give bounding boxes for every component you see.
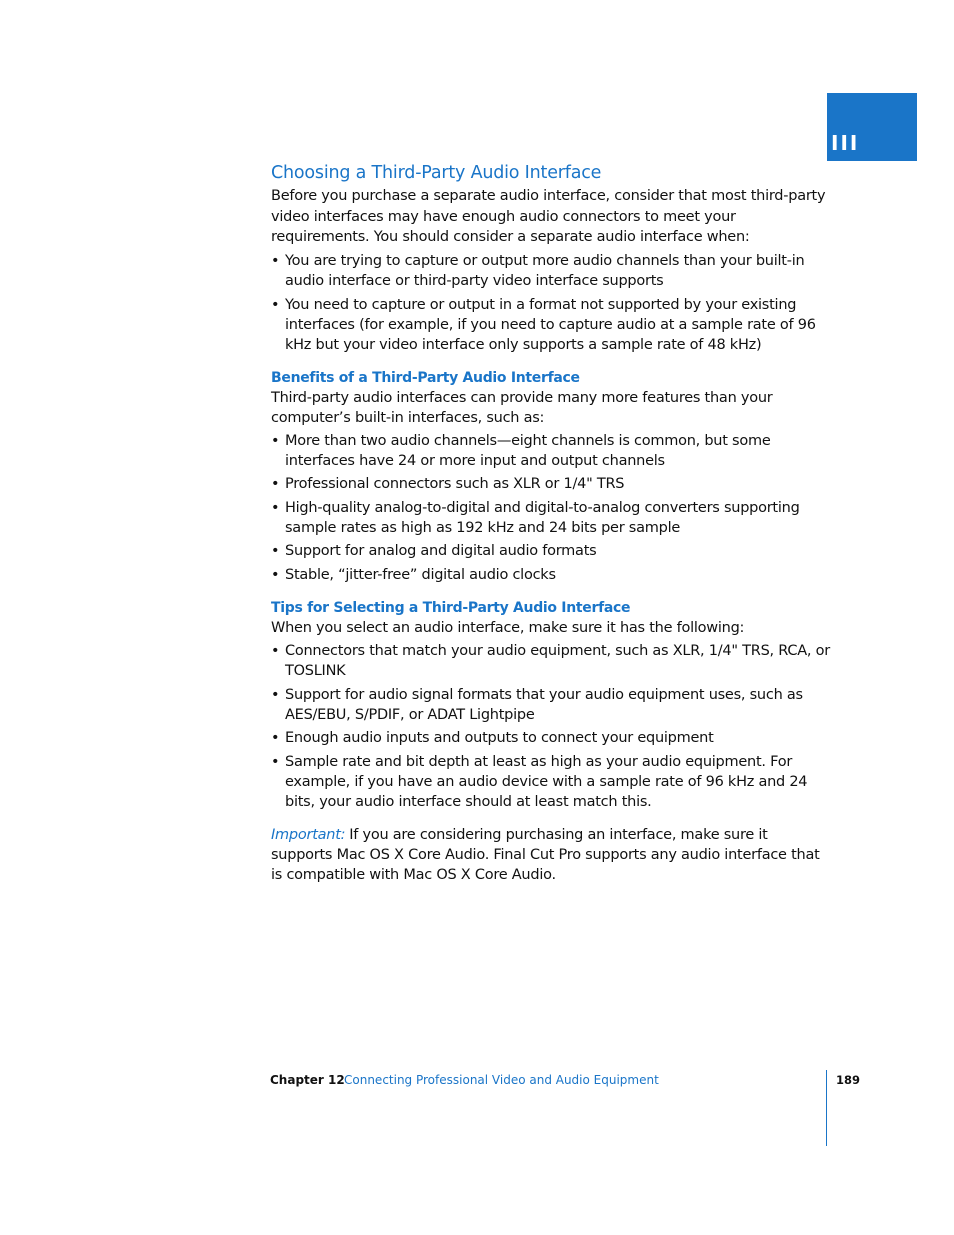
page-number: 189: [836, 1073, 861, 1087]
part-tab-label: III: [831, 131, 860, 155]
list-item: • High-quality analog-to-digital and digital-to-analog converters supporting sample rates as high as 192 kHz and 24 bits per sample: [271, 498, 831, 538]
benefits-bullet-list: [271, 431, 831, 585]
section-intro: Before you purchase a separate audio interface, consider that most third-party video interfaces may have enough audio connectors to meet your requirements. You should consider a separate audio interface when:: [271, 188, 826, 245]
footer-chapter-title: Connecting Professional Video and Audio Equipment: [344, 1073, 659, 1087]
list-item: • Stable, “jitter-free” digital audio clocks: [271, 565, 831, 585]
section-bullet-list: [271, 251, 831, 355]
list-item: • More than two audio channels—eight channels is common, but some interfaces have 24 or more input and output channels: [271, 431, 831, 471]
footer-divider: [826, 1070, 827, 1146]
important-text: If you are considering purchasing an interface, make sure it supports Mac OS X Core Audio. Final Cut Pro supports any audio interface that is compatible with Mac OS X Core Audio.: [271, 826, 820, 883]
list-item: • Professional connectors such as XLR or 1/4" TRS: [271, 474, 831, 494]
benefits-heading: Benefits of a Third-Party Audio Interface: [271, 369, 580, 386]
footer-chapter: Chapter 12: [270, 1073, 345, 1087]
important-note: [271, 825, 831, 885]
list-item: • You are trying to capture or output more audio channels than your built-in audio interface or third-party video interface supports: [271, 251, 831, 291]
part-tab: [827, 93, 917, 161]
list-item: • Support for audio signal formats that your audio equipment uses, such as AES/EBU, S/PDIF, or ADAT Lightpipe: [271, 685, 831, 725]
list-item: • Connectors that match your audio equipment, such as XLR, 1/4" TRS, RCA, or TOSLINK: [271, 641, 831, 681]
tips-bullet-list: [271, 641, 831, 812]
page-content: [271, 160, 831, 885]
tips-heading: Tips for Selecting a Third-Party Audio Interface: [271, 599, 631, 616]
list-item: • You need to capture or output in a format not supported by your existing interfaces (for example, if you need to capture audio at a sample rate of 96 kHz but your video interface only supports a sample rate of 48 kHz): [271, 295, 831, 355]
benefits-intro: Third-party audio interfaces can provide many more features than your computer’s built-in interfaces, such as:: [271, 389, 773, 426]
list-item: • Enough audio inputs and outputs to connect your equipment: [271, 728, 831, 748]
tips-intro: When you select an audio interface, make sure it has the following:: [271, 619, 745, 636]
section-heading: Choosing a Third-Party Audio Interface: [271, 163, 602, 183]
list-item: • Support for analog and digital audio formats: [271, 541, 831, 561]
important-label: Important:: [271, 826, 346, 843]
list-item: • Sample rate and bit depth at least as high as your audio equipment. For example, if you have an audio device with a sample rate of 96 kHz and 24 bits, your audio interface should at least match this.: [271, 752, 831, 812]
